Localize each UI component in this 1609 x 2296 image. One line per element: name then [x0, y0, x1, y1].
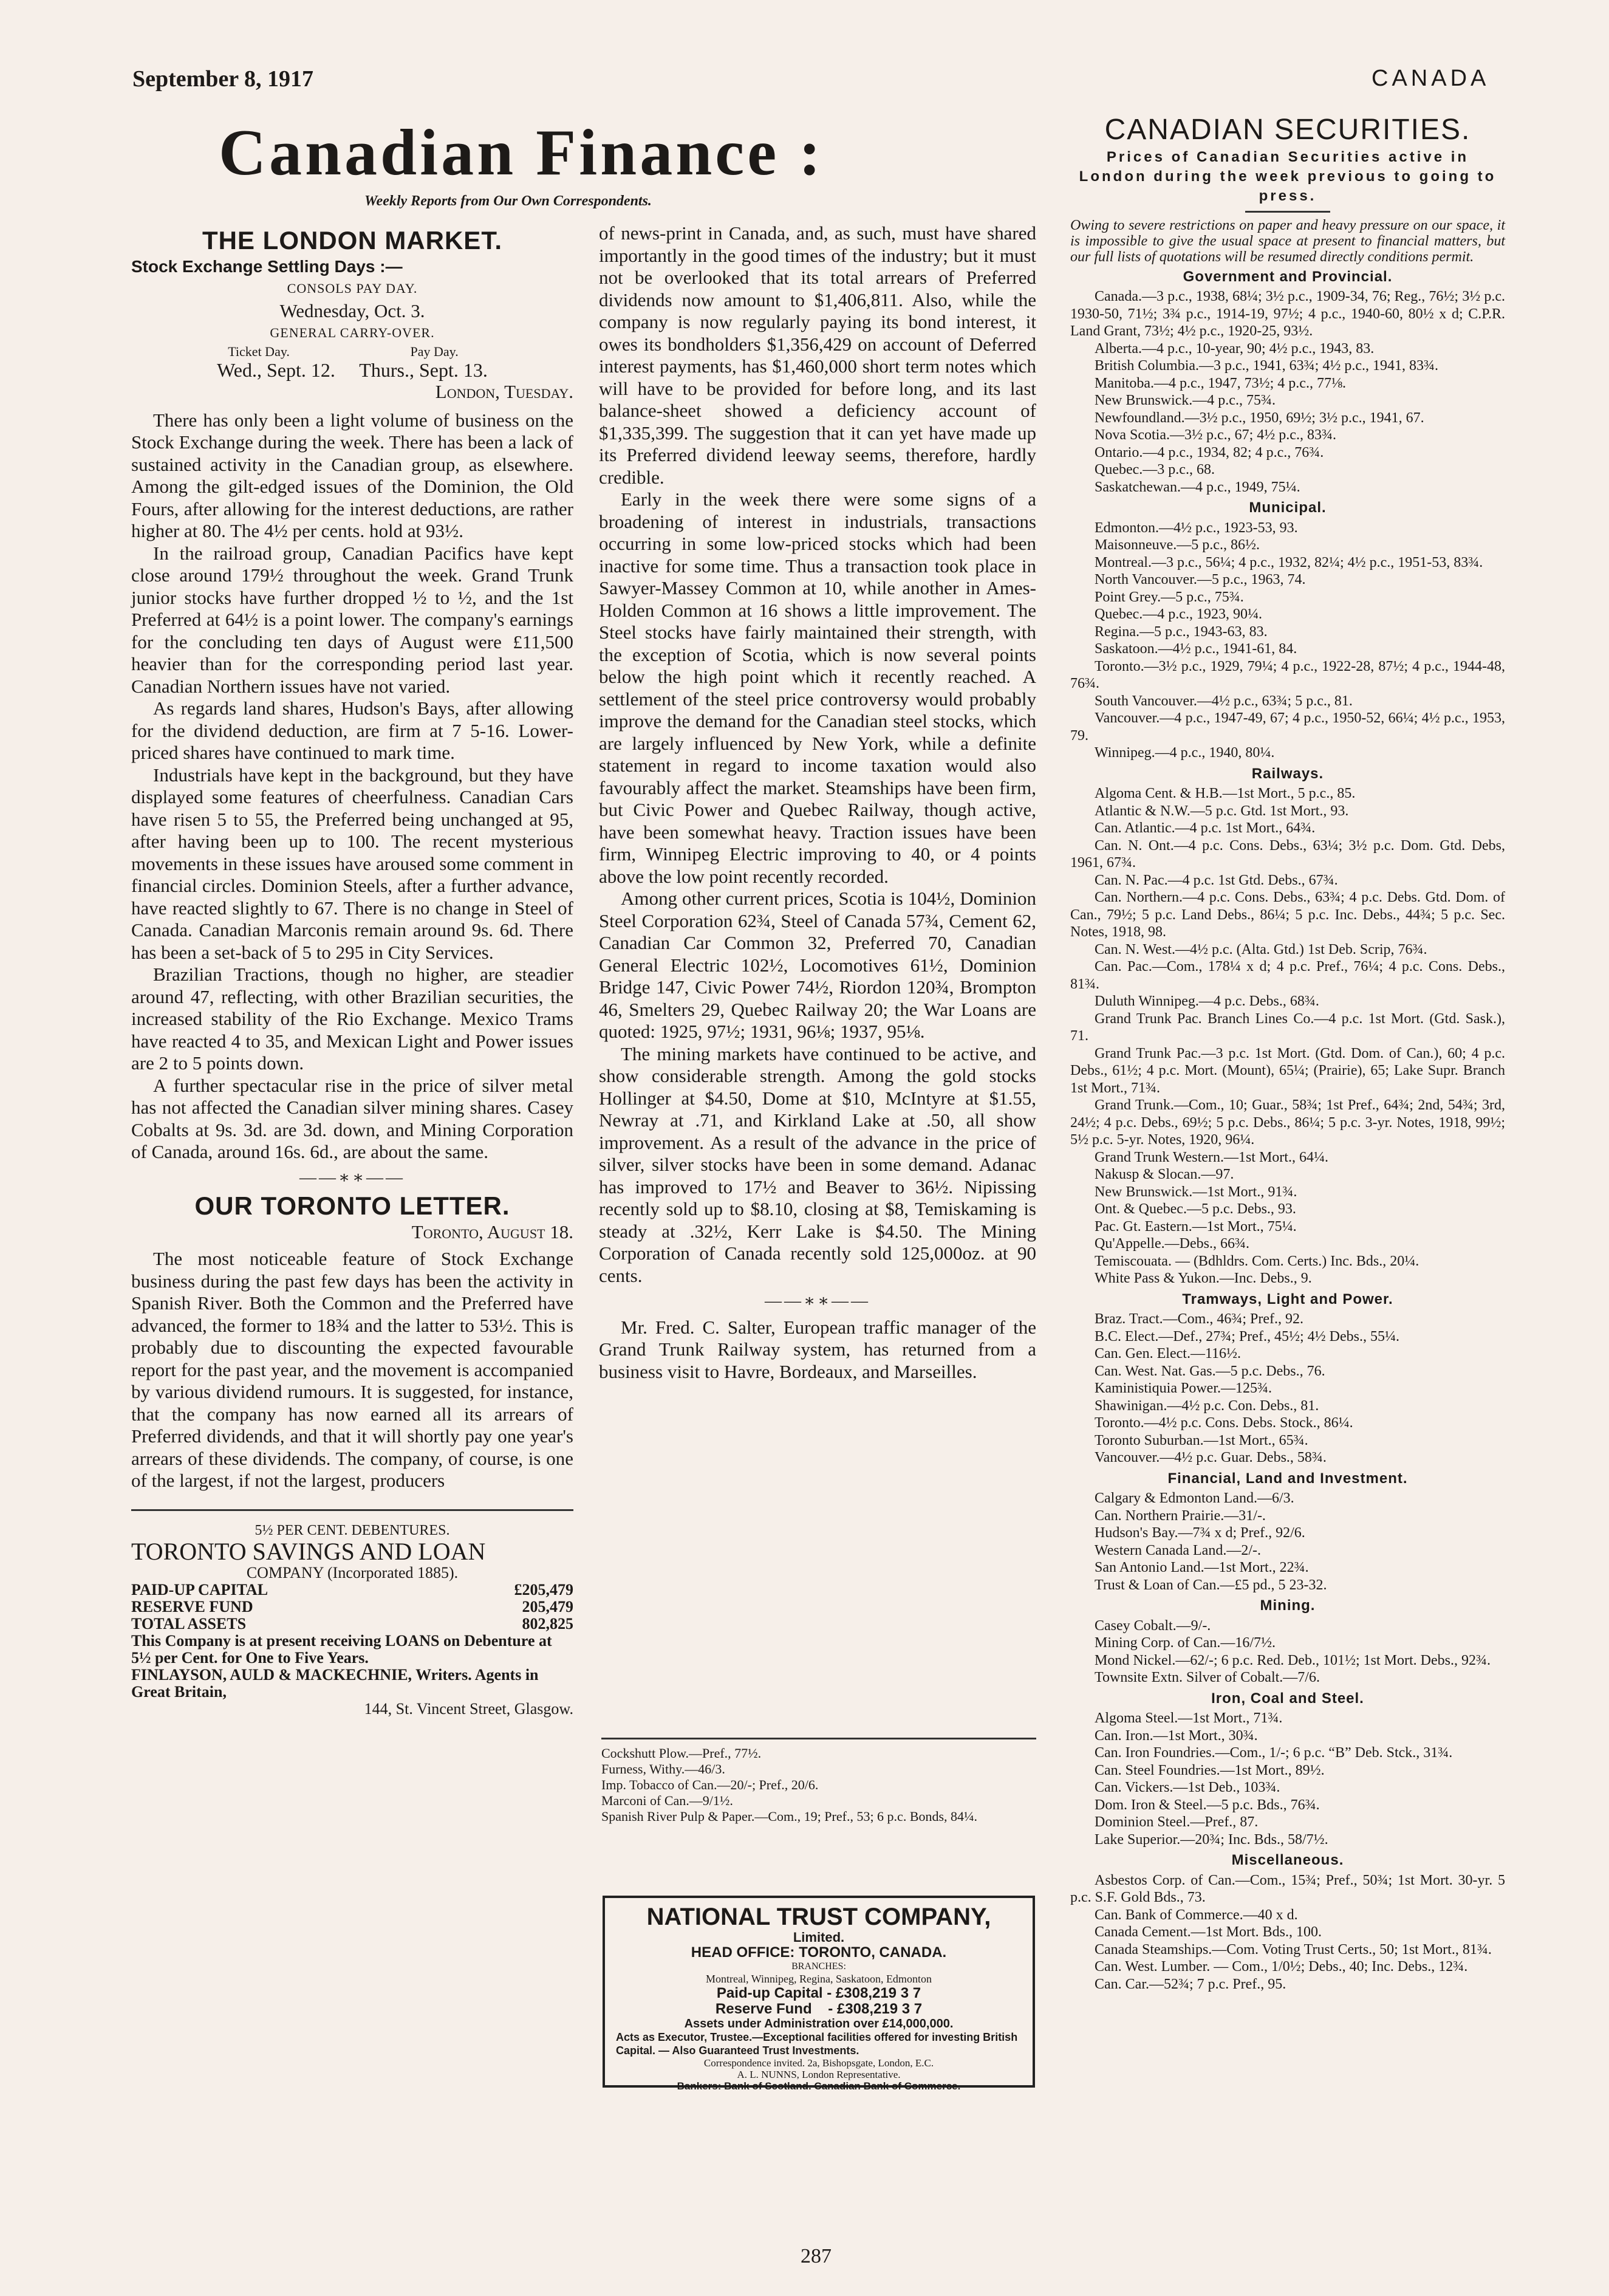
list-item: Spanish River Pulp & Paper.—Com., 19; Pref., 53; 6 p.c. Bonds, 84¼.: [601, 1809, 978, 1824]
security-entry: Algoma Cent. & H.B.—1st Mort., 5 p.c., 85.: [1095, 786, 1356, 801]
ad-row: [131, 1616, 573, 1633]
security-entry: Kaministiquia Power.—125¾.: [1095, 1380, 1272, 1396]
list-item: Cockshutt Plow.—Pref., 77½.: [601, 1746, 762, 1761]
security-entry: Mond Nickel.—62/-; 6 p.c. Red. Deb., 101½; 1st Mort. Debs., 92¾.: [1095, 1652, 1491, 1668]
paragraph: As regards land shares, Hudson's Bays, after allowing for the dividend deduction, are firm at 7 5-16. Lower-priced shares have continued to mark time.: [131, 697, 573, 763]
ad-text: This Company is at present receiving LOANS on Debenture at 5½ per Cent. for One to Five Years.: [131, 1631, 552, 1667]
security-entry: Can. West. Lumber. — Com., 1/0½; Debs., 40; Inc. Debs., 12¾.: [1095, 1959, 1468, 1975]
security-entry: Can. Northern.—4 p.c. Cons. Debs., 63¾; 4 p.c. Debs. Gtd. Dom. of Can., 79½; 5 p.c. Land Debs., 86¼; 5 p.c. Inc. Debs., 44¾; 5 p.c. Sec. Notes, 1918, 98.: [1070, 889, 1505, 940]
security-entry: Point Grey.—5 p.c., 75¾.: [1095, 589, 1244, 605]
category-heading: Financial, Land and Investment.: [1167, 1470, 1408, 1487]
paragraph: of news-print in Canada, and, as such, must have shared importantly in the good times of the industry; but it must not be overlooked that its total arrears of Preferred dividends now amount to $1,406,811. Also, while the company is now regularly paying its bond interest, it owes its bondholders $1,356,429 on account of Deferred interest payments, has $1,460,000 short term notes which will have to be provided for before long, and its last balance-sheet showed a deficiency account of $1,335,399. The suggestion that it can yet have made up its Preferred dividend leeway seems, therefore, hardly credible.: [599, 222, 1036, 488]
security-entry: Newfoundland.—3½ p.c., 1950, 69½; 3½ p.c., 1941, 67.: [1095, 410, 1424, 426]
security-entry: Calgary & Edmonton Land.—6/3.: [1095, 1490, 1294, 1506]
issue-date: September 8, 1917: [132, 66, 313, 92]
security-entry: Ontario.—4 p.c., 1934, 82; 4 p.c., 76¾.: [1095, 444, 1324, 461]
security-entry: Winnipeg.—4 p.c., 1940, 80¼.: [1095, 745, 1275, 761]
security-entry: Vancouver.—4½ p.c. Guar. Debs., 58¾.: [1095, 1450, 1327, 1465]
paragraph: The most noticeable feature of Stock Exchange business during the past few days has been the activity in Spanish River. Both the Common and the Preferred have advanced, the former to 18¾ and the latter to 53½. This is probably due to discounting the expected favourable report for the past year, and the movement is accompanied by various dividend rumours. It is suggested, for instance, that the company has now earned all its arrears of Preferred dividends, and that it will shortly pay one year's arrears of these dividends. The company, of course, is one of the largest, if not the largest, producers: [131, 1248, 573, 1491]
security-entry: Saskatoon.—4½ p.c., 1941-61, 84.: [1095, 641, 1297, 657]
paragraph: Industrials have kept in the background, but they have displayed some features of cheerfulness. Canadian Cars have risen 5 to 55, the Preferred being unchanged at 95, after having been up to 100. The recent mysterious movements in these issues have aroused some comment in financial circles. Dominion Steels, after a further advance, have reacted slightly to 67. There is no change in Steel of Canada. Canadian Marconis remain around 9s. 6d. There has been a set-back of 5 to 295 in City Services.: [131, 764, 573, 963]
security-entry: Can. N. West.—4½ p.c. (Alta. Gtd.) 1st Deb. Scrip, 76¾.: [1095, 941, 1427, 958]
security-entry: Can. Iron.—1st Mort., 30¾.: [1095, 1727, 1258, 1744]
security-entry: Ont. & Quebec.—5 p.c. Debs., 93.: [1095, 1201, 1296, 1217]
ad-correspondence: Correspondence invited. 2a, Bishopsgate, London, E.C.: [703, 2057, 934, 2069]
security-entry: British Columbia.—3 p.c., 1941, 63¾; 4½ p.c., 1941, 83¾.: [1095, 358, 1438, 374]
security-entry: Can. Atlantic.—4 p.c. 1st Mort., 64¾.: [1095, 820, 1316, 836]
ad-company-name: NATIONAL TRUST COMPANY,: [646, 1904, 991, 1930]
security-entry: Dom. Iron & Steel.—5 p.c. Bds., 76¾.: [1095, 1797, 1320, 1813]
consols-pay-day: CONSOLS PAY DAY.: [287, 281, 418, 296]
securities-note: Owing to severe restrictions on paper and heavy pressure on our space, it is impossible to give the usual space at present to financial matters, but our full lists of quotations will be resumed directly conditions permit.: [1070, 217, 1505, 265]
carry-over: GENERAL CARRY-OVER.: [270, 325, 435, 340]
list-item: Marconi of Can.—9/1½.: [601, 1793, 733, 1808]
security-entry: Grand Trunk.—Com., 10; Guar., 58¾; 1st Pref., 64¾; 2nd, 54¾; 3rd, 24½; 4 p.c. Debs., 69½; 5 p.c. Debs., 86¼; 5 p.c. 3-yr. Notes, 1918, 99½; 5½ p.c. 5-yr. Notes, 1920, 96¼.: [1070, 1097, 1505, 1148]
list-item: Imp. Tobacco of Can.—20/-; Pref., 20/6.: [601, 1777, 819, 1792]
security-entry: Grand Trunk Western.—1st Mort., 64¼.: [1095, 1149, 1328, 1165]
security-entry: Quebec.—4 p.c., 1923, 90¼.: [1095, 606, 1262, 622]
security-entry: Vancouver.—4 p.c., 1947-49, 67; 4 p.c., 1950-52, 66¼; 4½ p.c., 1953, 79.: [1070, 710, 1505, 744]
security-entry: Montreal.—3 p.c., 56¼; 4 p.c., 1932, 82¼; 4½ p.c., 1951-53, 83¾.: [1095, 554, 1483, 571]
security-entry: Manitoba.—4 p.c., 1947, 73½; 4 p.c., 77⅛.: [1095, 375, 1346, 391]
ad-branches: Montreal, Winnipeg, Regina, Saskatoon, Edmonton: [706, 1973, 932, 1985]
category-heading: Tramways, Light and Power.: [1182, 1290, 1393, 1307]
security-entry: Canada Cement.—1st Mort. Bds., 100.: [1095, 1924, 1322, 1940]
security-entry: Casey Cobalt.—9/-.: [1095, 1617, 1211, 1634]
list-item: Furness, Withy.—46/3.: [601, 1761, 725, 1777]
separator: ——∗∗——: [299, 1168, 406, 1187]
security-entry: Can. N. Pac.—4 p.c. 1st Gtd. Debs., 67¾.: [1095, 872, 1338, 888]
ad-row-label: PAID-UP CAPITAL: [131, 1580, 268, 1599]
ad-row-value: £205,479: [514, 1580, 573, 1599]
ad-assets: Assets under Administration over £14,000,000.: [684, 2017, 954, 2030]
page-number: 287: [801, 2245, 832, 2267]
security-entry: Western Canada Land.—2/-.: [1095, 1542, 1261, 1558]
security-entry: Can. Bank of Commerce.—40 x d.: [1095, 1907, 1298, 1923]
ad-row-value: 205,479: [522, 1597, 573, 1616]
column-securities: [1070, 114, 1505, 1993]
security-entry: Algoma Steel.—1st Mort., 71¾.: [1095, 1710, 1283, 1726]
pay-day-label: Pay Day.: [410, 343, 459, 359]
settling-days: Stock Exchange Settling Days :—: [131, 256, 403, 276]
security-entry: Hudson's Bay.—7¾ x d; Pref., 92/6.: [1095, 1525, 1305, 1541]
security-entry: Canada Steamships.—Com. Voting Trust Certs., 50; 1st Mort., 81¾.: [1095, 1941, 1492, 1958]
paragraph: The mining markets have continued to be active, and show considerable strength. Among the gold stocks Hollinger at $4.50, Dome at $10, McIntyre at $1.55, Newray at .71, and Kirkland Lake at .50, all show improvement. As a result of the advance in the price of silver, silver stocks have been in some demand. Adanac has improved to 17½ and Beaver to 36½. Nipissing recently sold up to $8.10, closing at $8, Temiskaming is steady at .32½, Kerr Lake is $4.50. The Mining Corporation of Canada recently sold 125,000oz. at 90 cents.: [599, 1043, 1036, 1286]
security-entry: Nakusp & Slocan.—97.: [1095, 1167, 1234, 1182]
security-entry: Duluth Winnipeg.—4 p.c. Debs., 68¾.: [1095, 993, 1319, 1009]
security-entry: Can. Pac.—Com., 178¼ x d; 4 p.c. Pref., 76¼; 4 p.c. Cons. Debs., 81¾.: [1070, 959, 1505, 992]
security-entry: San Antonio Land.—1st Mort., 22¾.: [1095, 1560, 1309, 1575]
security-entry: Qu'Appelle.—Debs., 66¾.: [1095, 1236, 1249, 1252]
security-entry: Can. Steel Foundries.—1st Mort., 89½.: [1095, 1762, 1325, 1778]
security-entry: Mining Corp. of Can.—16/7½.: [1095, 1635, 1276, 1651]
security-entry: Lake Superior.—20¾; Inc. Bds., 58/7½.: [1095, 1831, 1328, 1848]
security-entry: Can. Gen. Elect.—116½.: [1095, 1346, 1242, 1362]
security-entry: South Vancouver.—4½ p.c., 63¾; 5 p.c., 81.: [1095, 693, 1353, 709]
toronto-heading: OUR TORONTO LETTER.: [194, 1191, 510, 1220]
category-heading: Railways.: [1251, 765, 1324, 782]
security-entry: Atlantic & N.W.—5 p.c. Gtd. 1st Mort., 93.: [1095, 803, 1349, 819]
ad-address: 144, St. Vincent Street, Glasgow.: [364, 1699, 573, 1718]
security-entry: Toronto Suburban.—1st Mort., 65¾.: [1095, 1432, 1308, 1448]
ad-agents: FINLAYSON, AULD & MACKECHNIE, Writers. Agents in Great Britain,: [131, 1665, 539, 1701]
divider: [601, 1738, 1036, 1739]
security-entry: Can. West. Nat. Gas.—5 p.c. Debs., 76.: [1095, 1363, 1325, 1379]
category-heading: Iron, Coal and Steel.: [1211, 1690, 1364, 1707]
divider: [131, 1509, 573, 1511]
ad-company-sub: COMPANY (Incorporated 1885).: [246, 1563, 459, 1581]
security-entry: Pac. Gt. Eastern.—1st Mort., 75¼.: [1095, 1218, 1297, 1235]
ad-row-value: 802,825: [522, 1614, 573, 1633]
security-entry: White Pass & Yukon.—Inc. Debs., 9.: [1095, 1270, 1312, 1286]
security-entry: New Brunswick.—1st Mort., 91¾.: [1095, 1184, 1297, 1200]
security-entry: Maisonneuve.—5 p.c., 86½.: [1095, 537, 1260, 553]
security-entry: B.C. Elect.—Def., 27¾; Pref., 45½; 4½ Debs., 55¼.: [1095, 1328, 1399, 1345]
settling-dates: Wed., Sept. 12. Thurs., Sept. 13.: [217, 358, 488, 381]
securities-heading: CANADIAN SECURITIES.: [1104, 114, 1471, 146]
ad-reserve: Reserve Fund - £308,219 3 7: [715, 2001, 923, 2017]
london-dateline: London, Tuesday.: [435, 381, 573, 402]
security-entry: Toronto.—3½ p.c., 1929, 79¼; 4 p.c., 1922-28, 87½; 4 p.c., 1944-48, 76¾.: [1070, 658, 1505, 691]
column-toronto-cont: [599, 222, 1036, 1383]
security-entry: Saskatchewan.—4 p.c., 1949, 75¼.: [1095, 479, 1300, 495]
security-entry: Alberta.—4 p.c., 10-year, 90; 4½ p.c., 1943, 83.: [1095, 340, 1375, 357]
security-entry: Canada.—3 p.c., 1938, 68¼; 3½ p.c., 1909-34, 76; Reg., 76½; 3½ p.c. 1930-50, 71½; 3¾ p.c., 1914-19, 97½; 4 p.c., 1940-60, 80½ x d; C.P.R. Land Grant, 73½; 4½ p.c., 1920-25, 93½.: [1070, 289, 1505, 339]
ad-head-office: HEAD OFFICE: TORONTO, CANADA.: [691, 1944, 947, 1961]
separator: ——∗∗——: [764, 1292, 871, 1311]
security-entry: Can. Vickers.—1st Deb., 103¾.: [1095, 1780, 1280, 1795]
ad-representative: A. L. NUNNS, London Representative.: [737, 2069, 901, 2080]
paragraph: Among other current prices, Scotia is 104½, Dominion Steel Corporation 62¾, Steel of Canada 57¾, Cement 62, Canadian Car Common 32, Preferred 70, Canadian General Electric 102½, Locomotives 61½, Dominion Bridge 147, Civic Power 74½, Riordon 120¾, Brompton 46, Smelters 29, Quebec Railway 20; the War Loans are quoted: 1925, 97½; 1931, 96⅛; 1937, 95⅛.: [599, 888, 1036, 1042]
col2-list: [601, 1738, 1036, 1825]
toronto-dateline: Toronto, August 18.: [411, 1221, 573, 1242]
day-labels: [131, 344, 573, 359]
consols-date: Wednesday, Oct. 3.: [279, 300, 425, 321]
paragraph: In the railroad group, Canadian Pacifics have kept close around 179½ throughout the week. Grand Trunk junior stocks have further dropped ½ to ½, and the 1st Preferred at 64½ is a point lower. The company's earnings for the concluding ten days of August were £11,500 heavier than for the corresponding period last year. Canadian Northern issues have not varied.: [131, 542, 573, 697]
page-subtitle: Weekly Reports from Our Own Correspondents.: [364, 193, 652, 209]
security-entry: Townsite Extn. Silver of Cobalt.—7/6.: [1095, 1670, 1320, 1685]
security-entry: New Brunswick.—4 p.c., 75¾.: [1095, 392, 1276, 408]
ad-bankers: Bankers: Bank of Scotland. Canadian Bank of Commerce.: [677, 2080, 961, 2092]
ad-row: [131, 1581, 573, 1599]
security-entry: Dominion Steel.—Pref., 87.: [1095, 1814, 1259, 1830]
securities-intro: Prices of Canadian Securities active in London during the week previous to going to press.: [1079, 148, 1497, 204]
security-entry: Can. N. Ont.—4 p.c. Cons. Debs., 63¼; 3½ p.c. Dom. Gtd. Debs, 1961, 67¾.: [1070, 837, 1505, 871]
security-entry: Can. Iron Foundries.—Com., 1/-; 6 p.c. “B” Deb. Stck., 31¾.: [1095, 1745, 1453, 1761]
security-entry: Edmonton.—4½ p.c., 1923-53, 93.: [1095, 519, 1298, 536]
ad-acts: Acts as Executor, Trustee.—Exceptional facilities offered for investing British Capital. — Also Guaranteed Trust Investments.: [616, 2031, 1018, 2057]
category-heading: Mining.: [1260, 1597, 1316, 1614]
section-name: CANADA: [1372, 66, 1490, 91]
ad-limited: Limited.: [793, 1930, 845, 1945]
paragraph: Brazilian Tractions, though no higher, are steadier around 47, reflecting, with other Brazilian securities, the increased stability of the Rio Exchange. Mexico Trams have reacted 4 to 35, and Mexican Light and Power issues are 2 to 5 points down.: [131, 964, 573, 1074]
security-entry: Temiscouata. — (Bdhldrs. Com. Certs.) Inc. Bds., 20¼.: [1095, 1253, 1419, 1269]
category-heading: Municipal.: [1249, 499, 1327, 516]
ticket-day-label: Ticket Day.: [228, 343, 290, 359]
ad-row-label: TOTAL ASSETS: [131, 1614, 247, 1633]
security-entry: Trust & Loan of Can.—£5 pd., 5 23-32.: [1095, 1577, 1327, 1593]
ad-row: [131, 1599, 573, 1616]
toronto-savings-ad: [131, 1522, 573, 1718]
paragraph: There has only been a light volume of business on the Stock Exchange during the week. There has been a lack of sustained activity in the Canadian group, as elsewhere. Among the gilt-edged issues of the Dominion, the Old Fours, after allowing for the interest deductions, are rather higher at 80. The 4½ per cents. hold at 93½.: [131, 409, 573, 541]
security-entry: Braz. Tract.—Com., 46¾; Pref., 92.: [1095, 1311, 1303, 1327]
security-entry: Quebec.—3 p.c., 68.: [1095, 462, 1215, 478]
security-entry: Can. Car.—52¾; 7 p.c. Pref., 95.: [1095, 1976, 1286, 1992]
ad-company-name: TORONTO SAVINGS AND LOAN: [131, 1537, 486, 1565]
security-entry: Shawinigan.—4½ p.c. Con. Debs., 81.: [1095, 1397, 1319, 1414]
category-heading: Miscellaneous.: [1231, 1852, 1344, 1868]
security-entry: North Vancouver.—5 p.c., 1963, 74.: [1095, 572, 1306, 588]
paragraph: Mr. Fred. C. Salter, European traffic manager of the Grand Trunk Railway system, has returned from a business visit to Havre, Bordeaux, and Marseilles.: [599, 1316, 1036, 1382]
ad-branches-label: BRANCHES:: [791, 1961, 846, 1972]
london-heading: THE LONDON MARKET.: [202, 226, 502, 255]
paragraph: Early in the week there were some signs of a broadening of interest in industrials, transactions occurring in some low-priced stocks which had been inactive for some time. Thus a transaction took place in Sawyer-Massey Common at 10, while another in Ames-Holden Common at 16 shows a little improvement. The Steel stocks have fairly maintained their strength, with the exception of Scotia, which is now several points below the high point which it recently reached. A settlement of the steel price controversy would probably improve the demand for the Canadian steel stocks, which are largely influenced by New York, while a definite statement in regard to income taxation would also favourably affect the market. Steamships have been firm, but Civic Power and Quebec Railway, though active, have been somewhat heavy. Traction issues have been firm, Winnipeg Electric improving to 40, or 4 points above the low point recently recorded.: [599, 488, 1036, 887]
paragraph: A further spectacular rise in the price of silver metal has not affected the Canadian silver mining shares. Casey Cobalts at 9s. 3d. are 3d. down, and Mining Corporation of Canada, around 16s. 6d., are about the same.: [131, 1074, 573, 1162]
ad-rate: 5½ PER CENT. DEBENTURES.: [255, 1522, 450, 1538]
security-entry: Asbestos Corp. of Can.—Com., 15¾; Pref., 50¾; 1st Mort. 30-yr. 5 p.c. S.F. Gold Bds., 73.: [1070, 1872, 1505, 1905]
security-entry: Regina.—5 p.c., 1943-63, 83.: [1095, 623, 1268, 640]
page-title: Canadian Finance :: [219, 117, 824, 189]
security-entry: Grand Trunk Pac.—3 p.c. 1st Mort. (Gtd. Dom. of Can.), 60; 4 p.c. Debs., 61½; 4 p.c. Mort. (Mount), 65¼; (Prairie), 65; Lake Supr. Branch 1st Mort., 71¾.: [1070, 1045, 1505, 1096]
ad-row-label: RESERVE FUND: [131, 1597, 253, 1616]
ad-paid-up: Paid-up Capital - £308,219 3 7: [716, 1985, 921, 2001]
column-london: [131, 224, 573, 1718]
divider: [1245, 211, 1330, 213]
category-heading: Government and Provincial.: [1183, 268, 1393, 285]
security-entry: Grand Trunk Pac. Branch Lines Co.—4 p.c. 1st Mort. (Gtd. Sask.), 71.: [1070, 1010, 1505, 1044]
security-entry: Toronto.—4½ p.c. Cons. Debs. Stock., 86¼.: [1095, 1415, 1353, 1431]
security-entry: Can. Northern Prairie.—31/-.: [1095, 1507, 1266, 1524]
security-entry: Nova Scotia.—3½ p.c., 67; 4½ p.c., 83¾.: [1095, 427, 1336, 443]
national-trust-ad: [603, 1896, 1035, 2092]
securities-list: [1070, 269, 1505, 1993]
